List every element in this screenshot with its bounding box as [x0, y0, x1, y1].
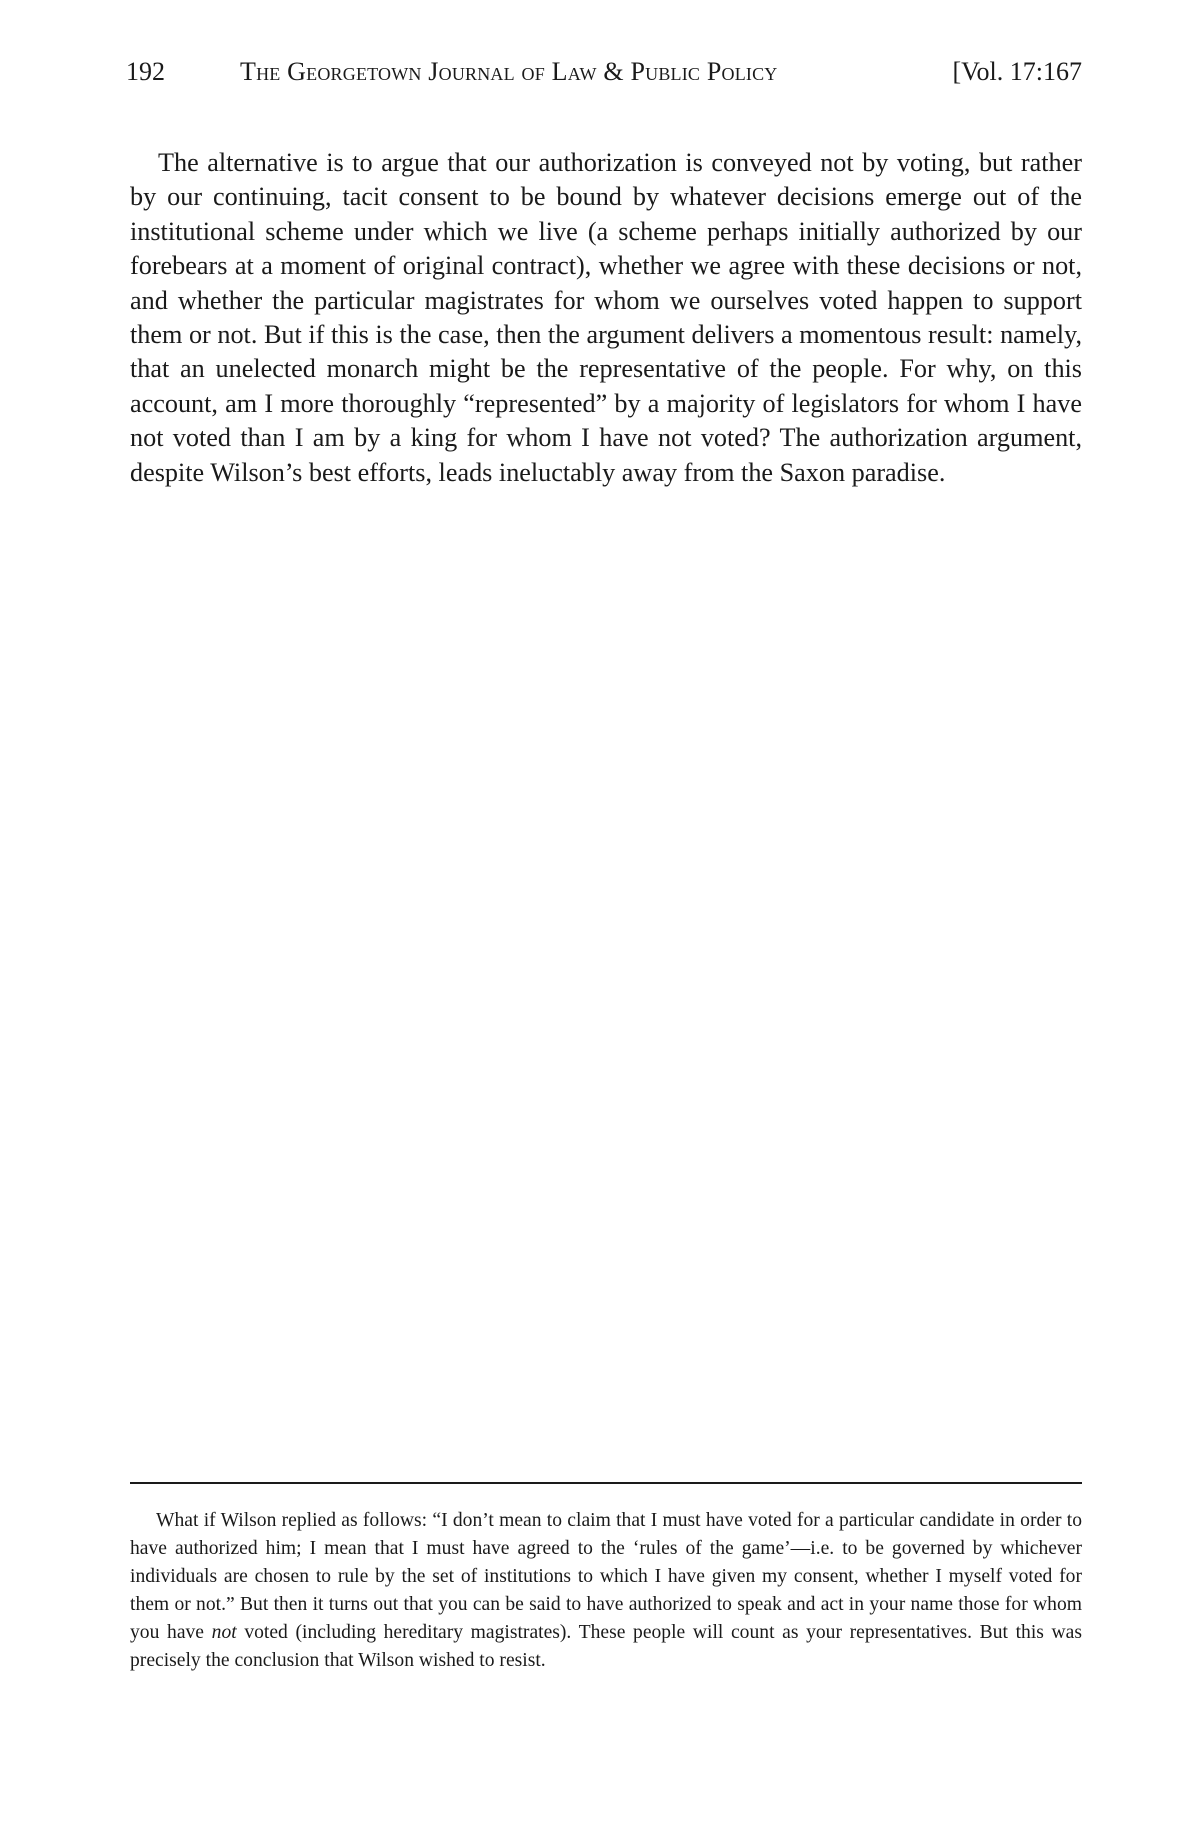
body-paragraph: The alternative is to argue that our authorization is conveyed not by voting, but rather by our continuing, tacit consent to be bound by whatever decisions emerge out of the institutional scheme under which we live (a scheme perhaps initially authorized by our forebears at a moment of original contract), whether we agree with these decisions or not, and whether the particular magistrates for whom we ourselves voted happen to support them or not. But if this is the case, then the argument delivers a momentous result: namely, that an unelected monarch might be the representative of the people. For why, on this account, am I more thoroughly “represented” by a majority of legislators for whom I have not voted than I am by a king for whom I have not voted? The authorization argument, despite Wilson’s best efforts, leads ineluctably away from the Saxon paradise.: [130, 148, 1082, 487]
footnote-emphasis: not: [211, 1622, 237, 1643]
footnote-text-part-1: What if Wilson replied as follows: “I don’t mean to claim that I must have voted for a particular candidate in order to have authorized him; I mean that I must have agreed to the ‘rules of the game’—i.e. to be governed by whichever individuals are chosen to rule by the set of institutions to which I have given my consent, whether I myself voted for them or not.” But then it turns out that you can be said to have authorized to speak and act in your name those for whom you have: [130, 1510, 1082, 1643]
journal-title: The Georgetown Journal of Law & Public Policy: [240, 57, 778, 86]
footnote-text-part-2: voted (including hereditary magistrates). These people will count as your representatives. But this was precisely the conclusion that Wilson wished to resist.: [130, 1622, 1082, 1671]
footnote: [130, 1507, 1082, 1675]
footnote-divider: [130, 1482, 1082, 1484]
running-header: [126, 56, 1082, 88]
volume-citation: [Vol. 17:167: [952, 57, 1082, 86]
page-number: 192: [126, 57, 165, 86]
